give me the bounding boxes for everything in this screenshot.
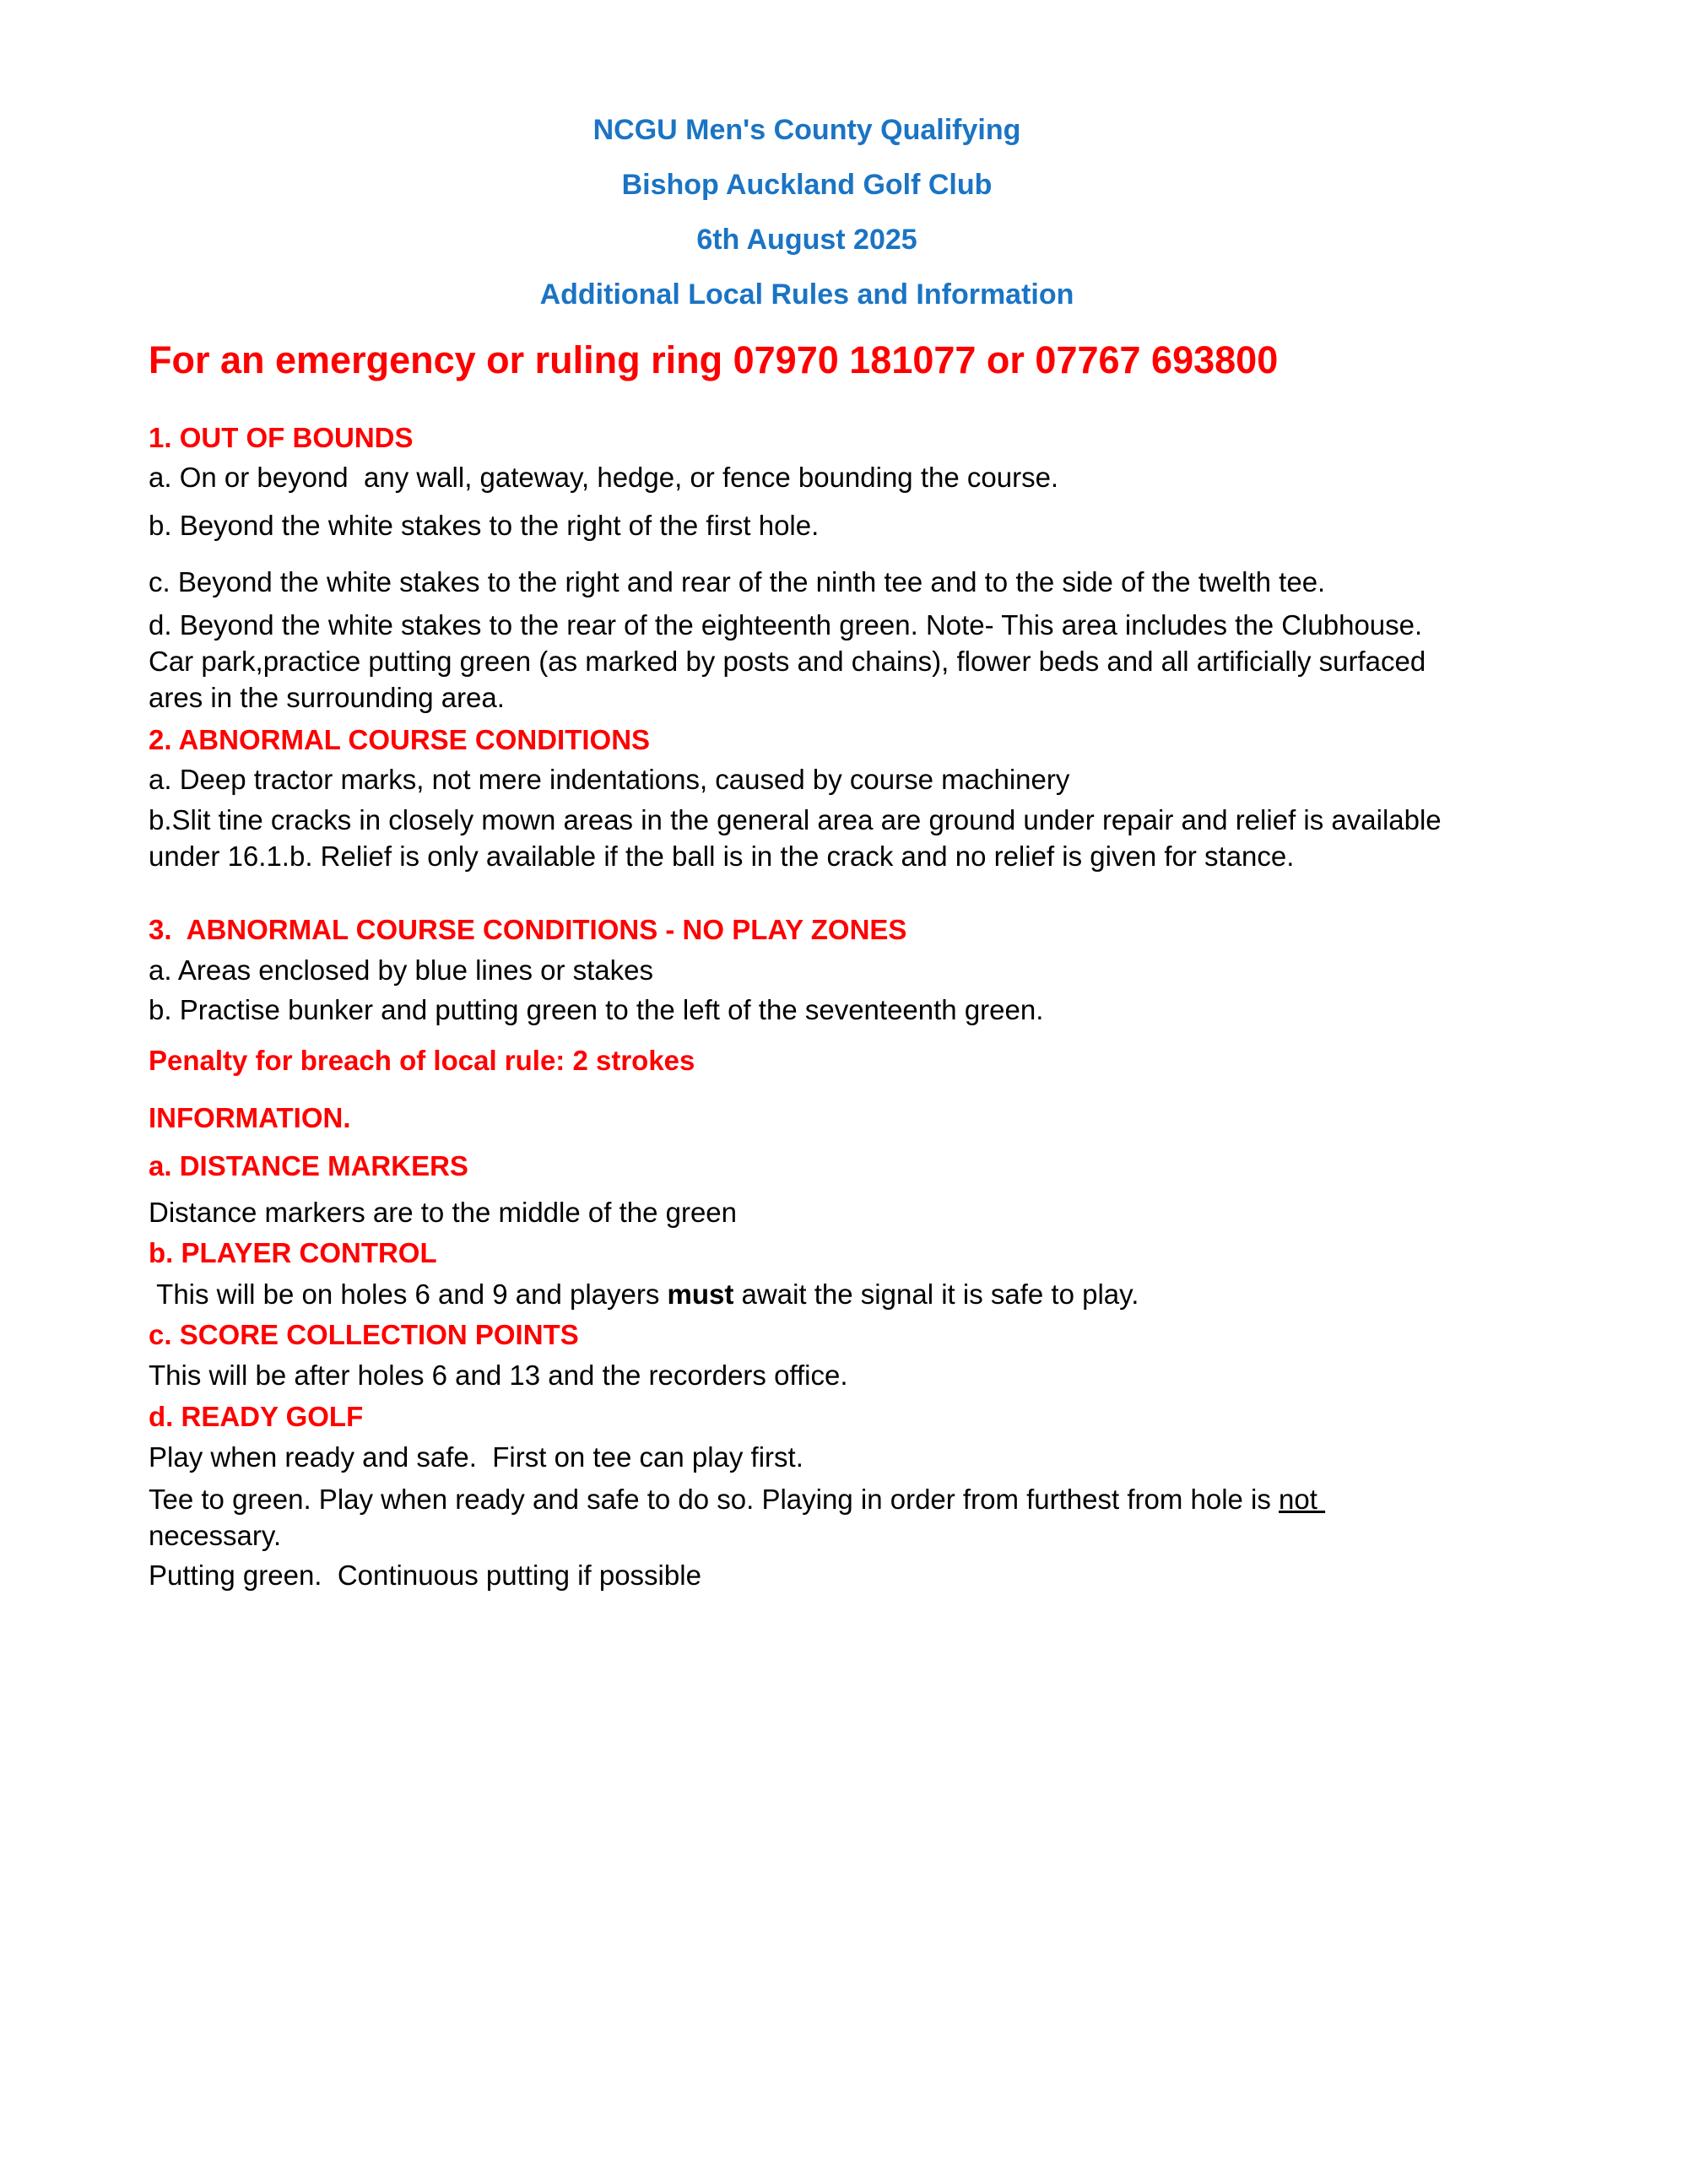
player-control-body [149,1276,1465,1312]
distance-markers-heading: a. DISTANCE MARKERS [149,1150,468,1181]
ready-golf-text-pre: Tee to green. Play when ready and safe to do so. Playing in order from furthest from hole is [149,1484,1280,1515]
no-play-zones-heading: 3. ABNORMAL COURSE CONDITIONS - NO PLAY ZONES [149,914,907,945]
out-of-bounds-item-d: d. Beyond the white stakes to the rear of the eighteenth green. Note- This area includes the Clubhouse. Car park,practice putting green (as marked by posts and chains), flower beds and all artificially surfaced ares in the surrounding area. [149,609,1434,713]
player-control-text-pre: This will be on holes 6 and 9 and players [149,1279,668,1310]
club-title: Bishop Auckland Golf Club [621,169,993,201]
rules-body [149,419,1465,1593]
section-abnormal-course-conditions [149,722,1465,874]
subject-title: Additional Local Rules and Information [539,278,1074,311]
no-play-zones-item-b: b. Practise bunker and putting green to the left of the seventeenth green. [149,994,1044,1025]
emergency-notice: For an emergency or ruling ring 07970 181077 or 07767 693800 [149,338,1279,381]
penalty-statement: Penalty for breach of local rule: 2 strokes [149,1045,695,1076]
section-information [149,1100,1465,1593]
section-no-play-zones [149,911,1465,1078]
abnormal-conditions-item-b: b.Slit tine cracks in closely mown areas in the general area are ground under repair and relief is available under 16.1.b. Relief is only available if the ball is in the crack and no relief is given for stance. [149,804,1449,872]
no-play-zones-item-a: a. Areas enclosed by blue lines or stakes [149,954,654,986]
out-of-bounds-item-a: a. On or beyond any wall, gateway, hedge, or fence bounding the course. [149,462,1059,493]
abnormal-conditions-heading: 2. ABNORMAL COURSE CONDITIONS [149,724,651,755]
out-of-bounds-item-b: b. Beyond the white stakes to the right of the first hole. [149,510,820,541]
date-title: 6th August 2025 [696,224,917,256]
ready-golf-not-underline: not [1279,1484,1326,1515]
document-header [149,113,1465,384]
out-of-bounds-heading: 1. OUT OF BOUNDS [149,422,414,453]
player-control-must-emphasis: must [667,1279,734,1310]
ready-golf-body-1: Play when ready and safe. First on tee can play first. [149,1441,803,1473]
out-of-bounds-item-c: c. Beyond the white stakes to the right and rear of the ninth tee and to the side of the twelth tee. [149,566,1326,597]
ready-golf-body-2 [149,1481,1465,1554]
section-out-of-bounds [149,419,1465,716]
information-heading: INFORMATION. [149,1102,351,1133]
score-collection-body: This will be after holes 6 and 13 and the recorders office. [149,1360,848,1391]
ready-golf-heading: d. READY GOLF [149,1401,364,1432]
ready-golf-text-wrap: necessary. [149,1520,282,1551]
event-title: NCGU Men's County Qualifying [592,114,1021,146]
score-collection-heading: c. SCORE COLLECTION POINTS [149,1319,579,1350]
player-control-heading: b. PLAYER CONTROL [149,1237,437,1268]
ready-golf-body-3: Putting green. Continuous putting if possible [149,1560,701,1591]
distance-markers-body: Distance markers are to the middle of the green [149,1197,738,1228]
player-control-text-post: await the signal it is safe to play. [733,1279,1139,1310]
abnormal-conditions-item-a: a. Deep tractor marks, not mere indentations, caused by course machinery [149,764,1070,795]
